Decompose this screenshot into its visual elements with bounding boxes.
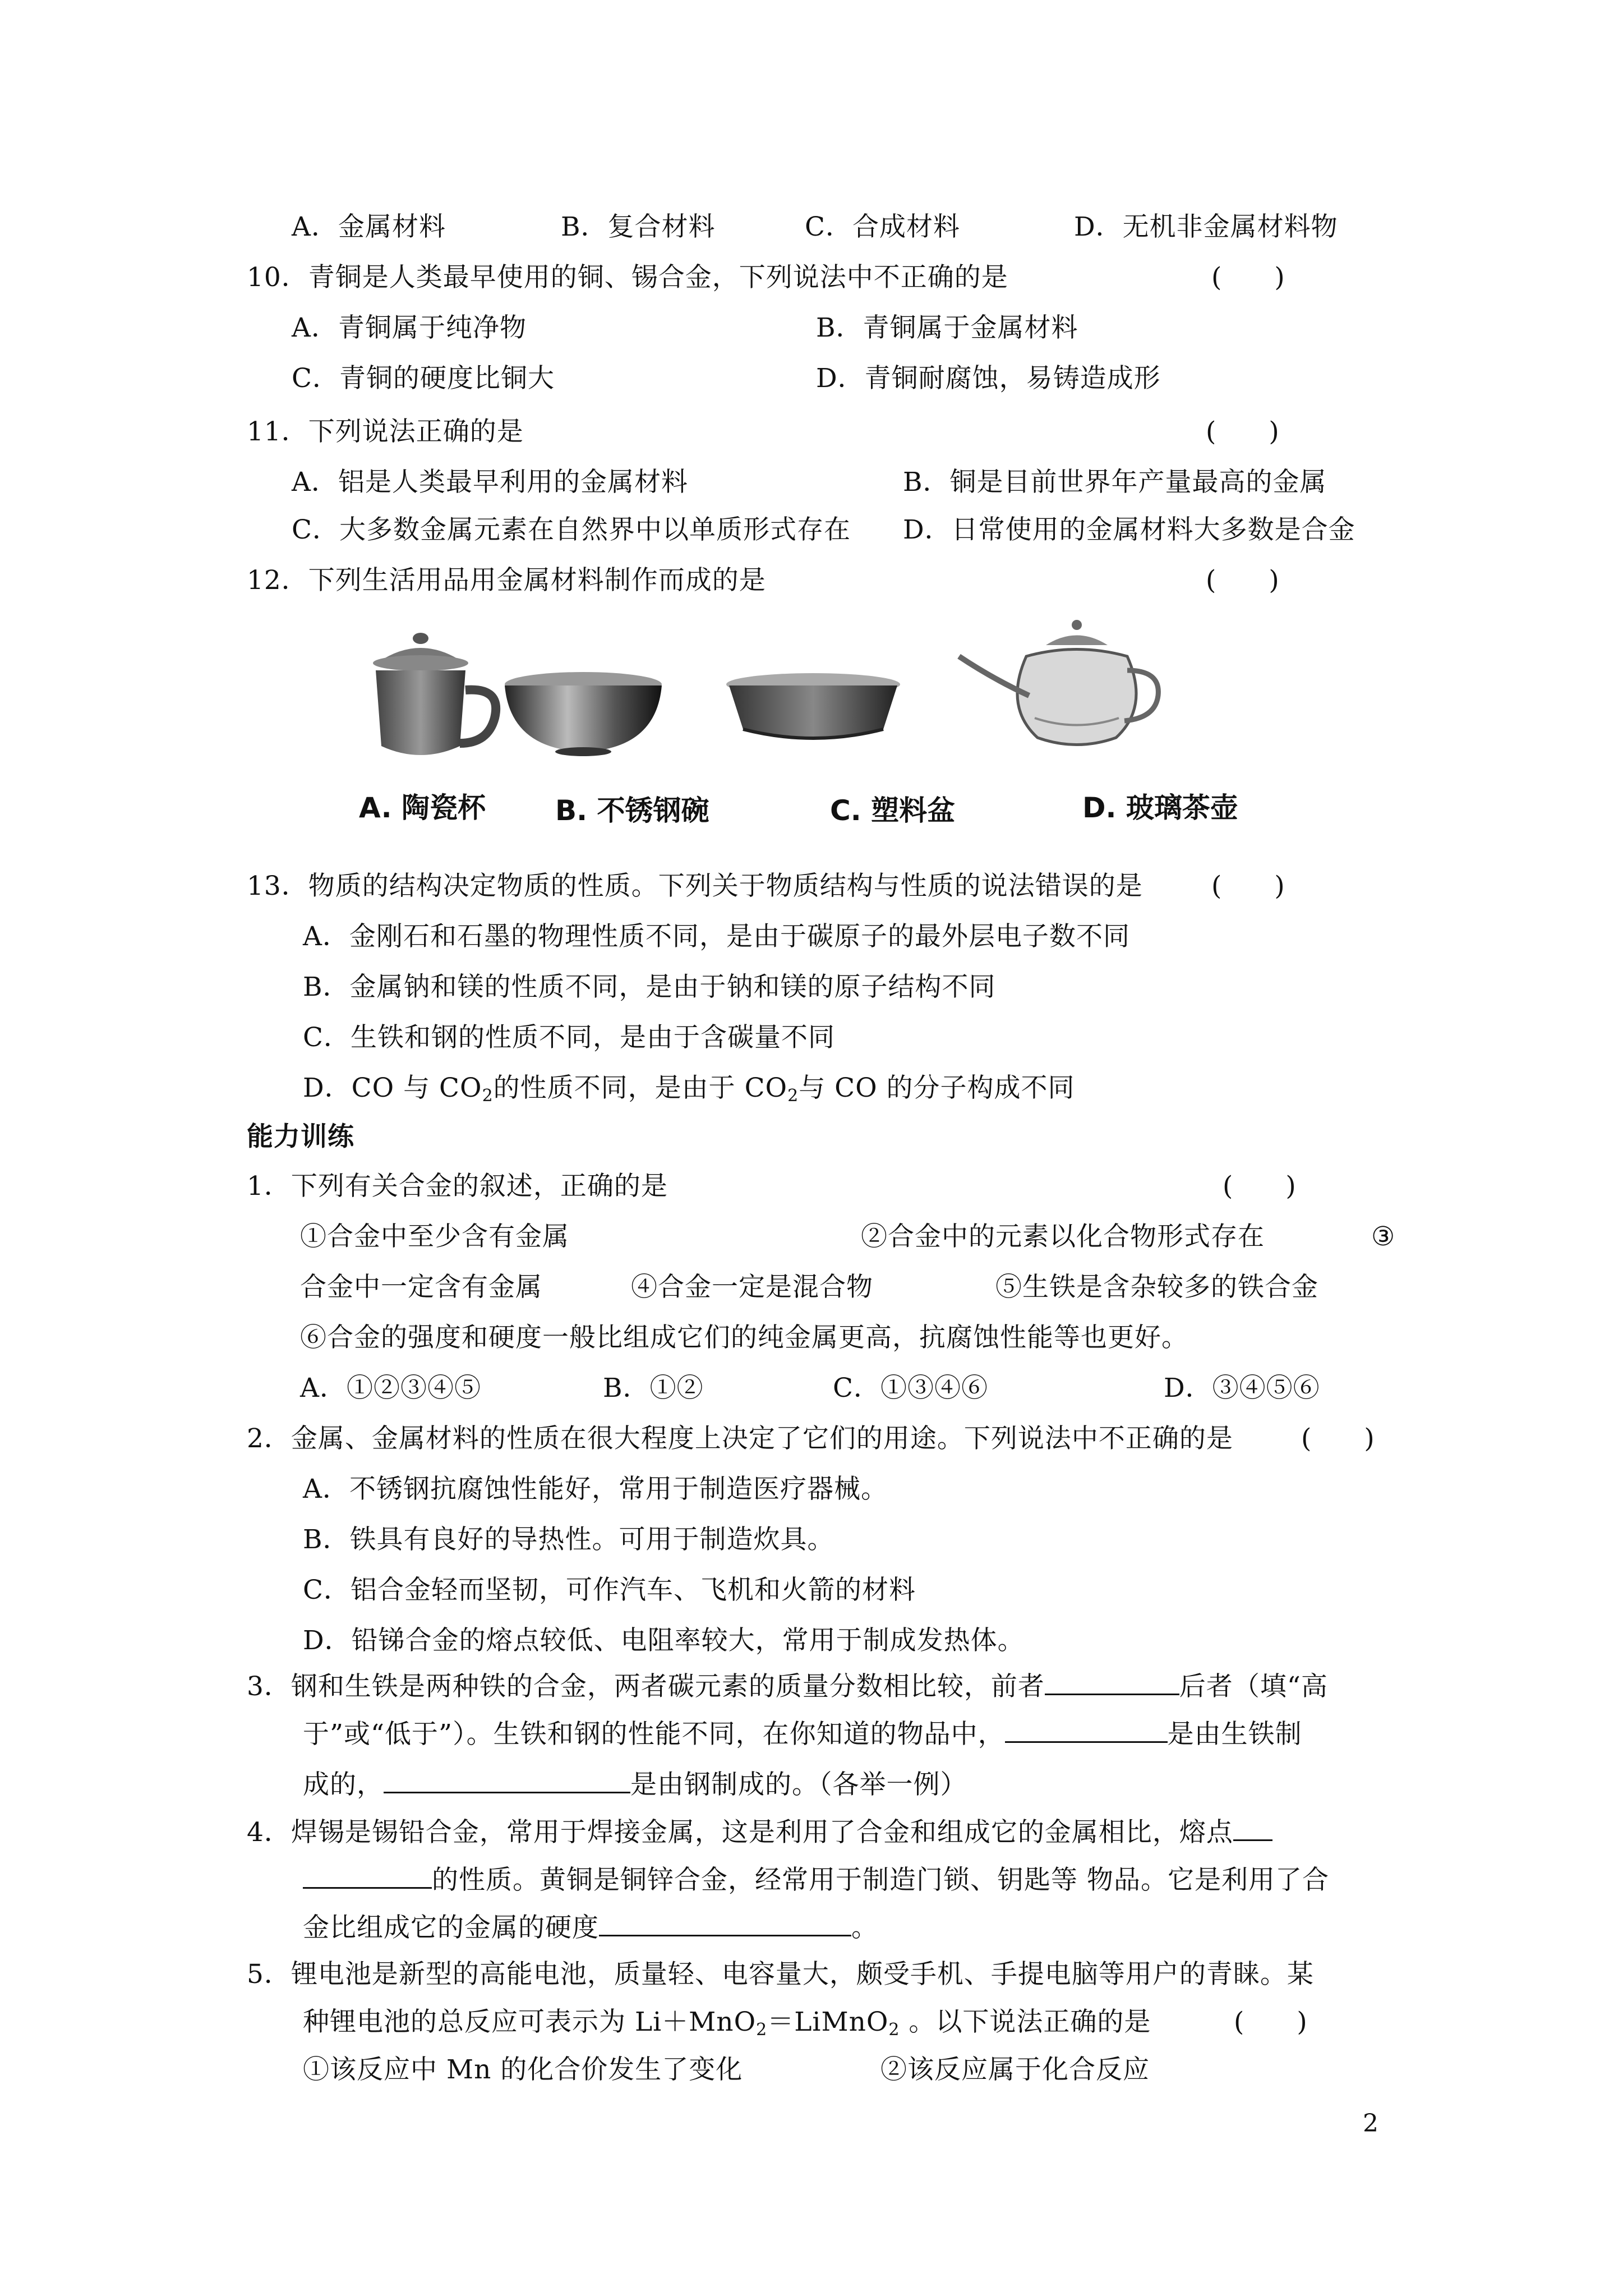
q9-option-a: A．金属材料: [292, 211, 446, 242]
q12-answer-paren: ( ): [1206, 565, 1279, 596]
q10-answer-paren: ( ): [1211, 262, 1285, 293]
p4-blank-1a[interactable]: [1233, 1815, 1272, 1841]
q10-option-b: B．青铜属于金属材料: [816, 312, 1078, 343]
p1-item-2: ②合金中的元素以化合物形式存在: [861, 1221, 1265, 1252]
p1-option-b: B．①②: [603, 1373, 704, 1404]
q9-option-c: C．合成材料: [805, 211, 960, 242]
p1-item-6: ⑥合金的强度和硬度一般比组成它们的纯金属更高，抗腐蚀性能等也更好。: [300, 1322, 1188, 1353]
q9-option-b: B．复合材料: [561, 211, 716, 242]
glass-teapot-image: [959, 620, 1158, 745]
p5-answer-paren: ( ): [1234, 2007, 1307, 2037]
p4-line-2: 的性质。黄铜是铜锌合金，经常用于制造门锁、钥匙等 物品。它是利用了合: [303, 1862, 1329, 1897]
q10-option-c: C．青铜的硬度比铜大: [292, 363, 555, 394]
p5-line-1: 5．锂电池是新型的高能电池，质量轻、电容量大，颇受手机、手提电脑等用户的青睐。某: [247, 1959, 1314, 1990]
p2-option-c: C．铝合金轻而坚韧，可作汽车、飞机和火箭的材料: [303, 1575, 916, 1605]
page-number: 2: [1363, 2109, 1378, 2138]
q10-stem: 10．青铜是人类最早使用的铜、锡合金，下列说法中不正确的是: [247, 262, 1008, 293]
p5-item-1: ①该反应中 Mn 的化合价发生了变化: [303, 2054, 743, 2085]
q13-option-c: C．生铁和钢的性质不同，是由于含碳量不同: [303, 1022, 835, 1053]
q11-option-c: C．大多数金属元素在自然界中以单质形式存在: [292, 514, 851, 545]
ceramic-cup-image: [373, 633, 496, 755]
q10-option-d: D．青铜耐腐蚀，易铸造成形: [816, 363, 1161, 394]
q13-option-b: B．金属钠和镁的性质不同，是由于钠和镁的原子结构不同: [303, 972, 996, 1002]
p5-item-2: ②该反应属于化合反应: [880, 2054, 1150, 2085]
p4-blank-2[interactable]: [599, 1910, 851, 1936]
p4-line-1: 4．焊锡是锡铅合金，常用于焊接金属，这是利用了合金和组成它的金属相比，熔点: [247, 1815, 1272, 1849]
tableware-figure: [348, 617, 1301, 853]
p1-option-d: D．③④⑤⑥: [1164, 1373, 1320, 1404]
steel-bowl-image: [505, 672, 662, 756]
caption-d: D. 玻璃茶壶: [1082, 792, 1238, 824]
q10-option-a: A．青铜属于纯净物: [292, 312, 527, 343]
q13-option-d: D．CO 与 $CO_2$的性质不同，是由于 $CO_2$与 CO 的分子构成不同: [303, 1073, 1075, 1106]
q13-stem: 13．物质的结构决定物质的性质。下列关于物质结构与性质的说法错误的是: [247, 871, 1143, 901]
caption-a: A. 陶瓷杯: [359, 792, 486, 824]
p1-item-5: ⑤生铁是含杂较多的铁合金: [995, 1272, 1318, 1303]
p3-blank-1[interactable]: [1045, 1669, 1179, 1695]
q12-stem: 12．下列生活用品用金属材料制作而成的是: [247, 565, 766, 596]
q11-option-d: D．日常使用的金属材料大多数是合金: [903, 514, 1355, 545]
p2-stem: 2．金属、金属材料的性质在很大程度上决定了它们的用途。下列说法中不正确的是: [247, 1423, 1233, 1454]
p3-blank-2[interactable]: [1005, 1717, 1168, 1743]
p1-option-a: A．①②③④⑤: [300, 1373, 481, 1404]
p3-line-2: 于”或“低于”）。生铁和钢的性能不同，在你知道的物品中， 是由生铁制: [303, 1717, 1302, 1751]
p3-blank-3[interactable]: [384, 1767, 630, 1793]
p2-option-b: B．铁具有良好的导热性。可用于制造炊具。: [303, 1524, 834, 1555]
p2-option-d: D．铅锑合金的熔点较低、电阻率较大，常用于制成发热体。: [303, 1625, 1025, 1656]
q11-option-a: A．铝是人类最早利用的金属材料: [292, 467, 688, 498]
q9-option-d: D．无机非金属材料物: [1074, 211, 1338, 242]
q11-stem: 11．下列说法正确的是: [247, 416, 524, 447]
plastic-basin-image: [726, 673, 900, 738]
q11-answer-paren: ( ): [1206, 416, 1279, 447]
section-title: 能力训练: [247, 1121, 354, 1152]
p1-item-4: ④合金一定是混合物: [631, 1272, 873, 1303]
p1-item-1: ①合金中至少含有金属: [300, 1221, 569, 1252]
p1-item-3-marker: ③: [1371, 1221, 1396, 1252]
q11-option-b: B．铜是目前世界年产量最高的金属: [903, 467, 1327, 498]
caption-c: C. 塑料盆: [830, 794, 956, 827]
p1-answer-paren: ( ): [1223, 1171, 1296, 1202]
p1-item-3: 合金中一定含有金属: [300, 1272, 542, 1303]
p2-option-a: A．不锈钢抗腐蚀性能好，常用于制造医疗器械。: [303, 1474, 888, 1504]
caption-b: B. 不锈钢碗: [555, 794, 709, 827]
p1-option-c: C．①③④⑥: [833, 1373, 988, 1404]
q13-answer-paren: ( ): [1211, 871, 1285, 901]
p4-blank-1b[interactable]: [303, 1862, 432, 1889]
p2-answer-paren: ( ): [1301, 1423, 1375, 1454]
p1-stem: 1．下列有关合金的叙述，正确的是: [247, 1171, 668, 1202]
p3-line-3: 成的， 是由钢制成的。（各举一例）: [303, 1767, 967, 1802]
p3-line-1: 3．钢和生铁是两种铁的合金，两者碳元素的质量分数相比较，前者 后者（填“高: [247, 1669, 1328, 1704]
p4-line-3: 金比组成它的金属的硬度 。: [303, 1910, 878, 1945]
p5-line-2: 种锂电池的总反应可表示为 Li＋MnO$_2$＝LiMnO$_2$ 。以下说法正确的是: [303, 2007, 1151, 2040]
q13-option-a: A．金刚石和石墨的物理性质不同，是由于碳原子的最外层电子数不同: [303, 921, 1130, 952]
